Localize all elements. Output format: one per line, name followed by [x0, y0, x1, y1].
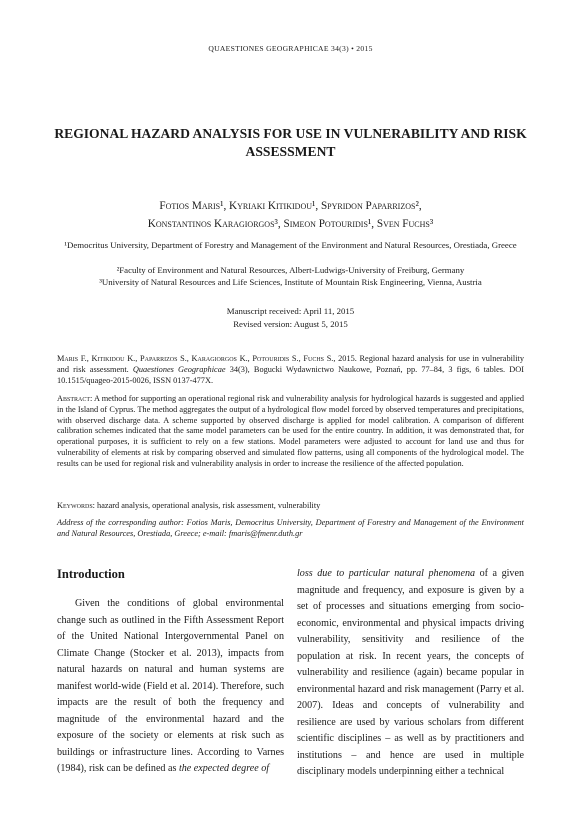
citation-authors: Maris F., Kitikidou K., Paparrizos S., Karagiorgos K., Potouridis S., Fuchs S.,: [57, 354, 336, 363]
citation: [57, 354, 524, 386]
intro-emphasis-right: loss due to particular natural phenomena: [297, 568, 476, 579]
author-line-1: Fotios Maris¹, Kyriaki Kitikidou¹, Spyridon Paparrizos²,: [159, 200, 422, 212]
keywords: [57, 501, 524, 512]
intro-emphasis-left: the expected degree of: [178, 763, 270, 774]
affiliation-2: ²Faculty of Environment and Natural Resources, Albert-Ludwigs-University of Freiburg, Germany: [116, 265, 465, 275]
intro-text-right: of a given magnitude and frequency, and exposure is given by a set of processes and situations emerging from socio-economic, environmental and physical impacts driving vulnerability, sensitivity and resilience of the population at risk. In recent years, the concepts of vulnerability and resilience (again) became popular in environmental hazard and risk management (Parry et al. 2007). Ideas and concepts of vulnerability and resilience are used by various scholars from different scientific disciplines – as well as by practitioners and institutions – and hence are used in multiple disciplinary models underpinning either a technical: [297, 568, 524, 777]
affiliation-3: ³University of Natural Resources and Life Sciences, Institute of Mountain Risk Engineering, Vienna, Austria: [99, 277, 482, 287]
citation-text-b: 34(3), Bogucki Wydawnictwo Naukowe, Poznań, pp. 77–84, 3 figs, 6 tables. DOI 10.1515/quageo-2015-0026, ISSN 0137-477X.: [57, 364, 524, 385]
keywords-label: Keywords: [57, 501, 93, 510]
abstract-text: : A method for supporting an operational regional risk and vulnerability analysis for hydrological hazards is suggested and applied in the Island of Cyprus. The method aggregates the output of a hydrological flow model forced by observed temperatures and precipitations, with observed discharge data. A scheme supported by observed discharge is applied for model calibration. A comparison of different calibration schemes indicated that the same model parameters can be used for the entire country. In addition, it was demonstrated that, for operational purposes, it is sufficient to rely on a few stations. Model parameters were adjusted to account for land use and thus for vulnerability of elements at risk by comparing observed and simulated flow patterns, using all components of the hydrological model. The results can be used for regional risk and vulnerability analysis in order to increase the resilience of the affected population.: [57, 394, 524, 468]
abstract-label: Abstract: [57, 394, 90, 403]
intro-column-right: [297, 566, 524, 781]
citation-journal: Quaestiones Geographicae: [132, 364, 226, 374]
paper-title: REGIONAL HAZARD ANALYSIS FOR USE IN VULNERABILITY AND RISK ASSESSMENT: [54, 126, 527, 159]
manuscript-dates: [0, 305, 581, 331]
keywords-text: : hazard analysis, operational analysis, risk assessment, vulnerability: [92, 501, 321, 510]
corresponding-author: Address of the corresponding author: Fotios Maris, Democritus University, Department of Forestry and Management of the Environment and Natural Resources, Orestiada, Greece; e-mail: fmaris@fmenr.duth.gr: [57, 518, 524, 538]
section-heading: Introduction: [57, 567, 125, 581]
author-line-2: Konstantinos Karagiorgos³, Simeon Potouridis¹, Sven Fuchs³: [147, 218, 434, 230]
abstract: [57, 394, 524, 470]
citation-text-a: 2015. Regional hazard analysis for use in vulnerability and risk assessment.: [57, 354, 524, 374]
revised-date: Revised version: August 5, 2015: [233, 319, 348, 329]
intro-column-left: [57, 596, 284, 778]
received-date: Manuscript received: April 11, 2015: [226, 306, 355, 316]
intro-text-left: Given the conditions of global environmental change such as outlined in the Fifth Assessment Report of the United National Intergovernmental Panel on Climate Change (Stocker et al. 2013), impacts from natural hazards on natural and human systems are manifest world-wide (Field et al. 2014). Therefore, such impacts are the result of both the frequency and magnitude of the environmental hazard and the exposure of the society or elements at risk such as buildings or infrastructure lines. According to Varnes (1984), risk can be defined as: [57, 598, 284, 774]
journal-header: QUAESTIONES GEOGRAPHICAE 34(3) • 2015: [208, 44, 373, 53]
author-list: [40, 197, 541, 233]
affiliation-1: ¹Democritus University, Department of Forestry and Management of the Environment and Natural Resources, Orestiada, Greece: [64, 240, 517, 250]
